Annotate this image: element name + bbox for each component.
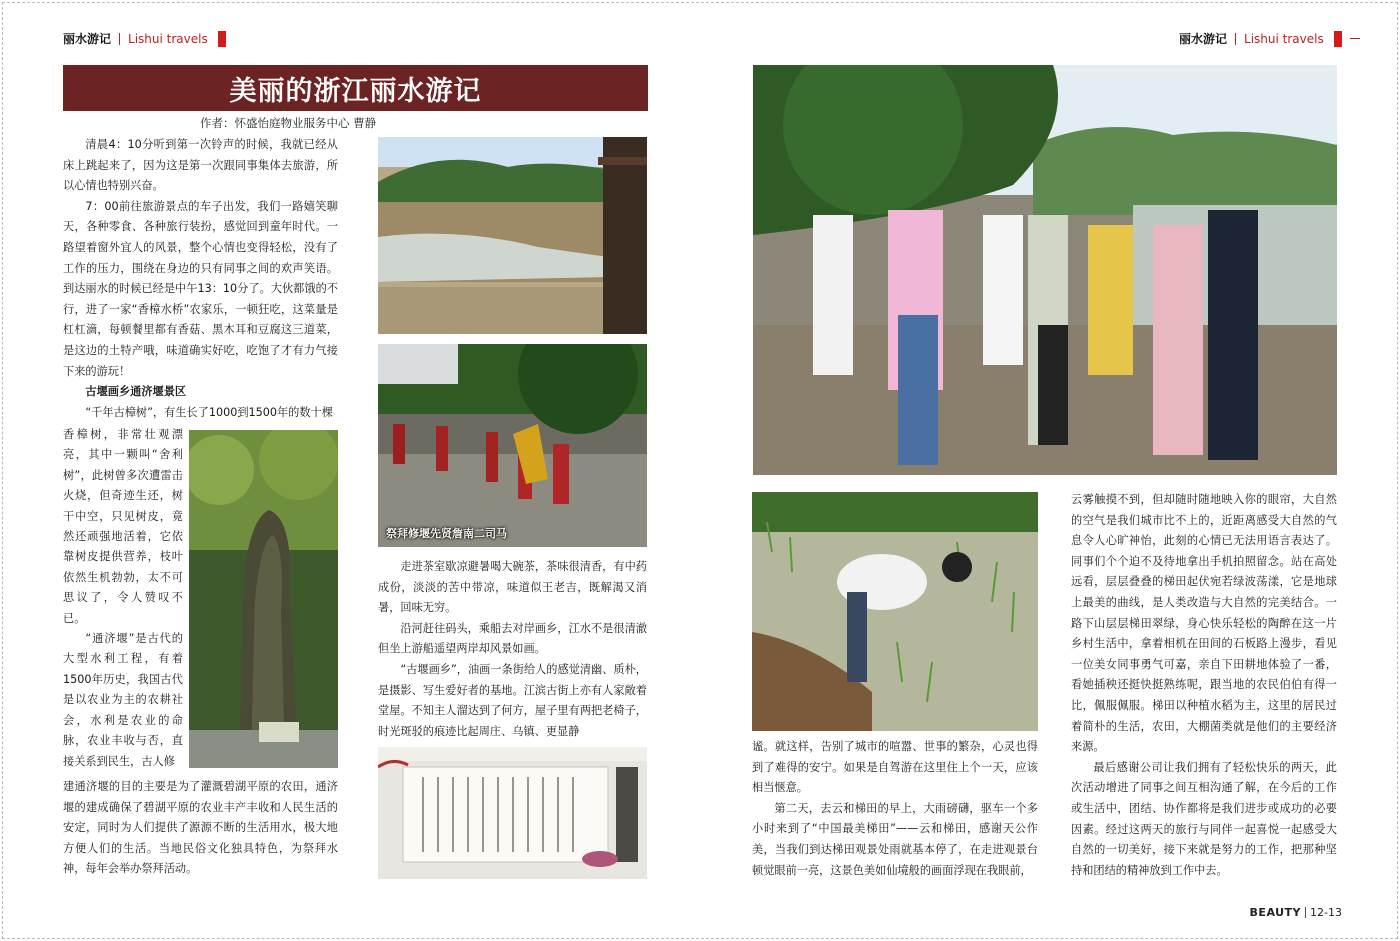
column-1-narrow — [63, 425, 183, 772]
section-title-en: Lishui travels — [1244, 31, 1324, 46]
column-2-text — [378, 557, 647, 742]
paragraph: 谧。就这样，告别了城市的喧嚣、世事的繁杂，心灵也得到了难得的安宁。如果是自驾游在这里住上个一天，应该相当惬意。 — [752, 740, 1038, 795]
subheading: 古堰画乡通济堰景区 — [85, 385, 187, 399]
red-marker — [218, 31, 226, 47]
paragraph: 第二天，去云和梯田的早上，大雨磅礴，驱车一个多小时来到了“中国最美梯田”——云和梯田，感谢天公作美，当我们到达梯田观景处雨就基本停了，在走进观景台顿觉眼前一亮，这景色美如仙境般的画面浮现在我眼前， — [752, 801, 1038, 877]
group-photo — [753, 65, 1337, 475]
column-1-bottom — [63, 777, 338, 880]
paragraph: “千年古樟树”，有生长了1000到1500年的数十棵 — [85, 405, 333, 419]
section-title-en: Lishui travels — [128, 31, 208, 46]
scroll-plaque-photo — [378, 747, 647, 879]
paragraph: 7：00前往旅游景点的车子出发，我们一路嬉笑聊天，各种零食、各种旅行装扮，感觉回到童年时代。一路望着窗外宜人的风景，整个心情也变得轻松，没有了工作的压力，围绕在身边的只有同事之间的欢声笑语。到达丽水的时候已经是中午13：10分了。大伙都饿的不行，进了一家“香樟水桥”农家乐，一顿狂吃，这菜量是杠杠滴，每顿餐里都有香菇、黑木耳和豆腐这三道菜，是这边的土特产哦，味道确实好吃，吃饱了才有力气接下来的游玩！ — [63, 199, 338, 378]
rice-field-photo — [752, 492, 1038, 731]
column-3-text — [752, 737, 1038, 881]
photo-caption: 祭拜修堰先贤詹南二司马 — [386, 527, 507, 540]
paragraph: 香樟树，非常壮观漂亮，其中一颗叫“舍利树”，此树曾多次遭雷击火烧，但奇迹生还，树干中空，只见树皮，竟然还顽强地活着，它依靠树皮提供营养，枝叶依然生机勃勃，太不可思议了，令人赞叹不已。 — [63, 428, 183, 625]
red-marker — [1334, 31, 1342, 47]
ceremony-photo — [378, 344, 647, 547]
header-rule — [1350, 38, 1360, 39]
footer-separator — [1305, 907, 1306, 918]
magazine-brand: BEAUTY — [1249, 906, 1302, 919]
paragraph: 走进茶室歇凉避暑喝大碗茶，茶味很清香，有中药成份，淡淡的苦中带凉，味道似王老吉，既解渴又消暑，回味无穷。 — [378, 560, 647, 615]
header-right — [1179, 30, 1360, 47]
paragraph: “通济堰”是古代的大型水利工程，有着1500年历史，我国古代是以农业为主的农耕社会，水利是农业的命脉，农业丰收与否，直接关系到民生，古人修 — [63, 632, 183, 768]
header-separator — [119, 33, 120, 45]
paragraph: 沿河赶往码头，乘船去对岸画乡，江水不是很清澈但坐上游船遥望两岸却风景如画。 — [378, 621, 647, 656]
section-title-zh: 丽水游记 — [63, 32, 112, 46]
paragraph: 建通济堰的目的主要是为了灌溉碧湖平原的农田，通济堰的建成确保了碧湖平原的农业丰产丰收和人民生活的安定，同时为人们提供了源源不断的生活用水，极大地方便人们的生活。当地民俗文化独具特色，为祭拜水神，每年会举办祭拜活动。 — [63, 780, 338, 876]
column-1-top — [63, 135, 338, 423]
page-footer — [1250, 906, 1342, 919]
paragraph: “古堰画乡”，油画一条街给人的感觉清幽、质朴，是摄影、写生爱好者的基地。江滨古街上亦有人家敞着堂屋。不知主人溜达到了何方，屋子里有两把老椅子，时光斑驳的痕迹比起周庄、乌镇、更显静 — [378, 662, 647, 738]
paragraph: 清晨4：10分听到第一次铃声的时候，我就已经从床上跳起来了，因为这是第一次跟同事集体去旅游，所以心情也特别兴奋。 — [63, 138, 338, 193]
article-title: 美丽的浙江丽水游记 — [229, 75, 482, 107]
header-separator — [1235, 33, 1236, 45]
page-numbers: 12-13 — [1310, 906, 1342, 919]
header-left — [63, 30, 226, 47]
paragraph: 云雾触摸不到，但却随时随地映入你的眼帘，大自然的空气是我们城市比不上的，近距离感受大自然的气息令人心旷神怡，此刻的心情已无法用语言表达了。同事们个个迫不及待地拿出手机拍照留念。站在高处远看，层层叠叠的梯田起伏宛若绿波荡漾，它是地球上最美的曲线，是人类改造与大自然的完美结合。一路下山层层梯田翠绿，身心快乐轻松的陶醉在这一片乡村生活中，拿着相机在田间的石板路上漫步，看见一位美女同事勇气可嘉，亲自下田耕地体验了一番，看她插秧还挺快挺熟练呢，跟当地的农民伯伯有得一比，佩服佩服。梯田以种植水稻为主，这里的居民过着简朴的生活，农田，大棚菌类就是他们的主要经济来源。 — [1071, 493, 1337, 754]
camphor-tree-photo — [189, 430, 338, 768]
column-4-text — [1071, 490, 1337, 881]
river-weir-photo — [378, 137, 647, 334]
article-author: 作者：怀盛怡庭物业服务中心 曹静 — [200, 116, 377, 130]
section-title-zh: 丽水游记 — [1179, 32, 1228, 46]
paragraph: 最后感谢公司让我们拥有了轻松快乐的两天，此次活动增进了同事之间互相沟通了解，在今后的工作或生活中，团结、协作都将是我们进步或成功的必要因素。经过这两天的旅行与同伴一起喜悦一起感受大自然的一切美好，接下来就是努力的工作，把那种坚持和团结的精神放到工作中去。 — [1071, 760, 1337, 877]
title-band — [63, 65, 648, 111]
